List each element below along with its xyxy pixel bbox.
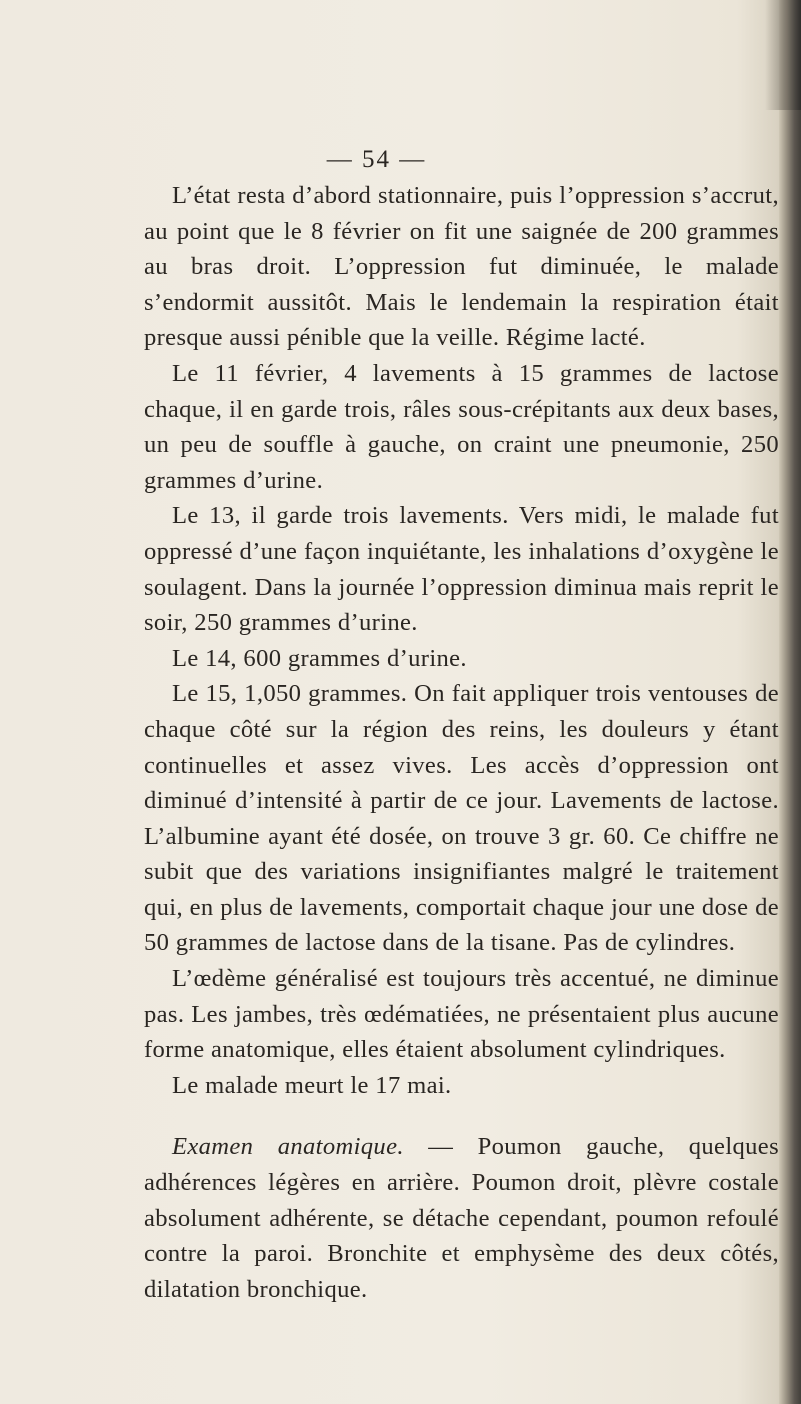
paragraph: Le 14, 600 grammes d’urine. (172, 644, 467, 672)
paragraph: L’état resta d’abord stationnaire, puis l’oppression s’accrut, au point que le 8 février on fit une saignée de 200 grammes au bras droit. L’oppression fut diminuée, le malade s’endormit aussitôt. Mais le lendemain la respiration était presque aussi pénible que la veille. Régime lacté. (144, 182, 779, 352)
exam-text: — Poumon gauche, quelques adhérences légères en arrière. Poumon droit, plèvre costale absolument adhérente, se détache cependant, poumon refoulé contre la paroi. Bronchite et emphysème des deux côtés, dilatation bronchique. (144, 1133, 779, 1303)
paragraph: Le 13, il garde trois lavements. Vers midi, le malade fut oppressé d’une façon inquiétante, les inhalations d’oxygène le soulagent. Dans la journée l’oppression diminua mais reprit le soir, 250 grammes d’urine. (144, 502, 779, 637)
body-text (144, 178, 779, 1307)
page-corner-shadow (765, 0, 801, 110)
section-gap (144, 1103, 779, 1129)
exam-heading: Examen anatomique. (172, 1133, 404, 1161)
paragraph: L’œdème généralisé est toujours très accentué, ne diminue pas. Les jambes, très œdématiées, ne présentaient plus aucune forme anatomique, elles étaient absolument cylindriques. (144, 965, 779, 1064)
paragraph: Le 11 février, 4 lavements à 15 grammes de lactose chaque, il en garde trois, râles sous-crépitants aux deux bases, un peu de souffle à gauche, on craint une pneumonie, 250 grammes d’urine. (144, 359, 779, 494)
page-number: — 54 — (326, 146, 427, 173)
paragraph: Le malade meurt le 17 mai. (172, 1071, 452, 1099)
exam-paragraph (144, 1129, 779, 1307)
page-binding-edge (779, 0, 801, 1404)
paragraph: Le 15, 1,050 grammes. On fait appliquer trois ventouses de chaque côté sur la région des reins, les douleurs y étant continuelles et assez vives. Les accès d’oppression ont diminué d’intensité à partir de ce jour. Lavements de lactose. L’albumine ayant été dosée, on trouve 3 gr. 60. Ce chiffre ne subit que des variations insignifiantes malgré le traitement qui, en plus de lavements, comportait chaque jour une dose de 50 grammes de lactose dans de la tisane. Pas de cylindres. (144, 680, 779, 957)
